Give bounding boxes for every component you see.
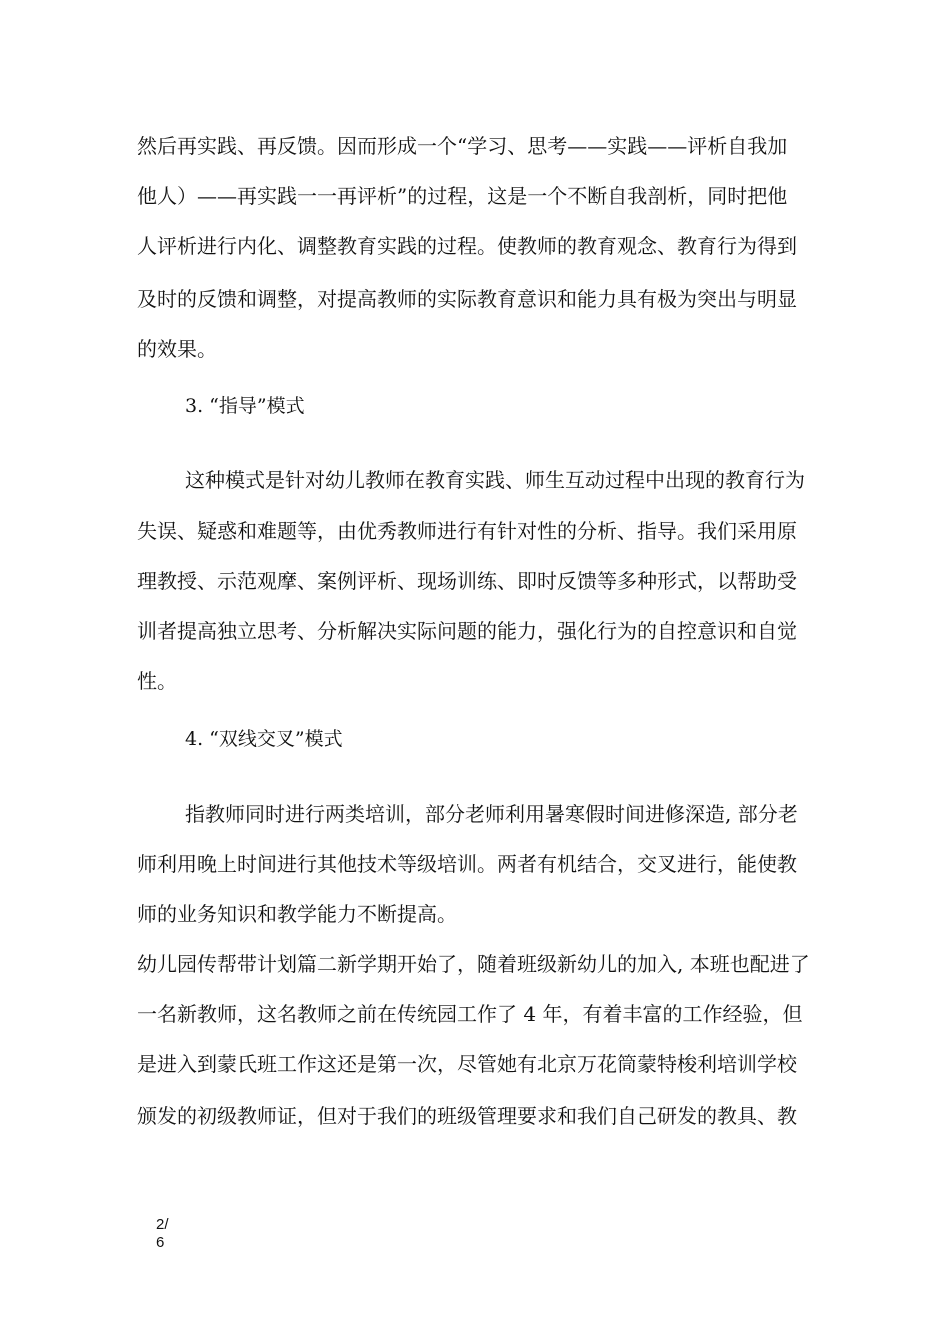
paragraph-line: 及时的反馈和调整，对提高教师的实际教育意识和能力具有极为突出与明显 bbox=[137, 287, 797, 311]
paragraph-line: 一名新教师，这名教师之前在传统园工作了 4 年，有着丰富的工作经验，但 bbox=[137, 1002, 803, 1026]
paragraph-line: 这种模式是针对幼儿教师在教育实践、师生互动过程中出现的教育行为 bbox=[185, 468, 805, 492]
page-number: 2/ 6 bbox=[156, 1216, 169, 1251]
paragraph-line: 指教师同时进行两类培训，部分老师利用暑寒假时间进修深造, 部分老 bbox=[185, 802, 798, 826]
paragraph-line: 理教授、示范观摩、案例评析、现场训练、即时反馈等多种形式，以帮助受 bbox=[137, 569, 797, 593]
paragraph-line: 幼儿园传帮带计划篇二新学期开始了，随着班级新幼儿的加入, 本班也配进了 bbox=[137, 952, 810, 976]
paragraph-line: 师的业务知识和教学能力不断提高。 bbox=[137, 902, 457, 926]
paragraph-line: 性。 bbox=[137, 669, 177, 693]
section-heading-3: 3. “指导”模式 bbox=[185, 395, 305, 417]
section-heading-4: 4. “双线交叉”模式 bbox=[185, 728, 343, 750]
paragraph-line: 是进入到蒙氏班工作这还是第一次，尽管她有北京万花筒蒙特梭利培训学校 bbox=[137, 1052, 797, 1076]
paragraph-line: 颁发的初级教师证，但对于我们的班级管理要求和我们自己研发的教具、教 bbox=[137, 1104, 797, 1128]
paragraph-line: 人评析进行内化、调整教育实践的过程。使教师的教育观念、教育行为得到 bbox=[137, 234, 797, 258]
paragraph-line: 的效果。 bbox=[137, 337, 217, 361]
paragraph-line: 他人）——再实践一一再评析”的过程，这是一个不断自我剖析，同时把他 bbox=[137, 184, 788, 208]
paragraph-line: 失误、疑惑和难题等，由优秀教师进行有针对性的分析、指导。我们采用原 bbox=[137, 519, 797, 543]
paragraph-line: 然后再实践、再反馈。因而形成一个“学习、思考——实践——评析自我加 bbox=[137, 134, 788, 158]
paragraph-line: 训者提高独立思考、分析解决实际问题的能力，强化行为的自控意识和自觉 bbox=[137, 619, 797, 643]
paragraph-line: 师利用晚上时间进行其他技术等级培训。两者有机结合，交叉进行，能使教 bbox=[137, 852, 797, 876]
